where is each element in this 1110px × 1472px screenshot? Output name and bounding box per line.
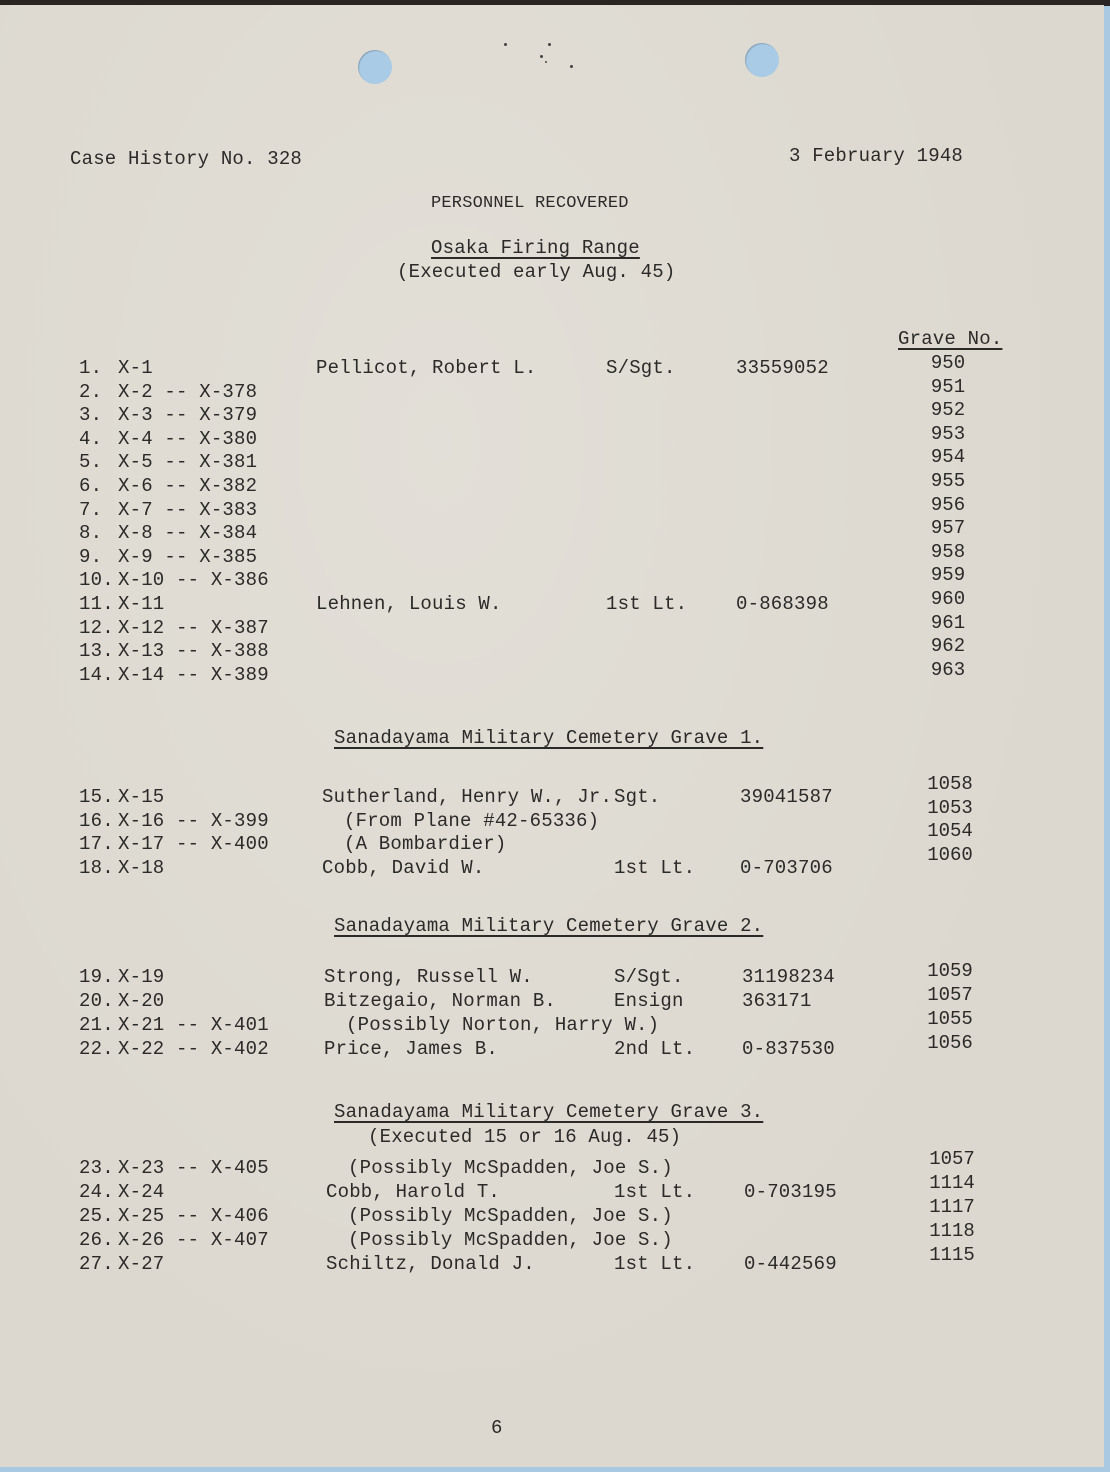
cell-ids: X-11 — [118, 593, 165, 615]
document-date: 3 February 1948 — [789, 145, 964, 167]
cell-name: Sutherland, Henry W., Jr. — [322, 786, 613, 808]
cell-serial: 0-442569 — [744, 1253, 837, 1275]
cell-ids: X-1 — [118, 357, 153, 379]
cell-rank: Ensign — [614, 990, 684, 1012]
cell-name: Pellicot, Robert L. — [316, 357, 537, 379]
cell-grave-number: 962 — [930, 635, 966, 658]
cell-ids: X-24 — [118, 1181, 165, 1203]
cell-grave-number: 952 — [930, 399, 966, 422]
cell-name: Cobb, Harold T. — [326, 1181, 501, 1203]
cell-num: 10. — [79, 569, 114, 592]
cell-grave-number: 1058 — [927, 773, 973, 795]
cell-ids: X-15 — [118, 786, 165, 808]
cell-rank: 1st Lt. — [606, 593, 688, 615]
cell-rank: S/Sgt. — [606, 357, 676, 379]
cell-num: 4. — [79, 427, 103, 450]
document-title: PERSONNEL RECOVERED — [431, 194, 629, 213]
cell-name: Price, James B. — [324, 1038, 499, 1060]
cell-grave-number: 1057 — [927, 984, 973, 1006]
cell-num: 2. — [79, 380, 103, 403]
cell-grave-number: 1055 — [927, 1008, 973, 1030]
cell-rank: 1st Lt. — [614, 856, 696, 879]
cell-ids: X-20 — [118, 990, 165, 1012]
cell-ids: X-5 -- X-381 — [118, 451, 258, 474]
cell-ids: X-12 -- X-387 — [118, 616, 269, 639]
cell-name: Schiltz, Donald J. — [326, 1253, 535, 1275]
punch-hole-left — [358, 50, 392, 84]
cell-ids: X-9 -- X-385 — [118, 545, 258, 568]
cell-serial: 39041587 — [740, 786, 833, 808]
grave-number-header: Grave No. — [898, 328, 1003, 350]
cell-grave-number: 1057 — [929, 1148, 975, 1170]
cell-num: 6. — [79, 475, 103, 497]
cell-grave-number: 960 — [930, 588, 966, 610]
cell-grave-number: 957 — [930, 517, 966, 540]
cell-grave-number: 963 — [930, 658, 966, 681]
cell-grave-number: 1059 — [927, 960, 973, 982]
cell-num: 9. — [79, 545, 103, 568]
cell-ids: X-18 — [118, 856, 165, 879]
cell-grave-number: 955 — [930, 470, 966, 492]
cell-num: 5. — [79, 451, 103, 474]
cell-ids: X-3 -- X-379 — [118, 404, 258, 427]
cell-grave-number: 954 — [930, 446, 966, 469]
cell-ids: X-21 -- X-401 — [118, 1014, 269, 1036]
cell-rank: 1st Lt. — [614, 1181, 696, 1203]
document-page — [0, 5, 1104, 1467]
punch-hole-right — [745, 43, 779, 77]
section-heading: Sanadayama Military Cemetery Grave 3. — [334, 1101, 764, 1123]
cell-name: (A Bombardier) — [344, 833, 507, 855]
cell-name: Bitzegaio, Norman B. — [324, 990, 557, 1012]
cell-ids: X-22 -- X-402 — [118, 1038, 269, 1060]
page-number: 6 — [491, 1417, 503, 1439]
cell-ids: X-7 -- X-383 — [118, 498, 258, 521]
cell-grave-number: 956 — [930, 493, 966, 516]
cell-num: 12. — [79, 616, 114, 639]
cell-serial: 363171 — [742, 990, 812, 1012]
cell-num: 11. — [79, 593, 114, 615]
cell-grave-number: 1114 — [929, 1172, 975, 1194]
cell-grave-number: 1060 — [927, 843, 973, 866]
cell-num: 14. — [79, 663, 114, 686]
cell-name: (Possibly McSpadden, Joe S.) — [348, 1229, 673, 1251]
cell-serial: 33559052 — [736, 357, 829, 379]
cell-rank: Sgt. — [614, 786, 661, 808]
cell-rank: 1st Lt. — [614, 1253, 696, 1275]
cell-num: 24. — [79, 1181, 114, 1203]
cell-num: 8. — [79, 522, 103, 545]
cell-ids: X-23 -- X-405 — [118, 1157, 269, 1179]
cell-num: 15. — [79, 786, 114, 808]
cell-name: (Possibly McSpadden, Joe S.) — [348, 1157, 673, 1179]
cell-grave-number: 1115 — [929, 1244, 975, 1266]
cell-num: 25. — [79, 1205, 114, 1227]
cell-grave-number: 958 — [930, 540, 966, 563]
cell-ids: X-4 -- X-380 — [118, 427, 258, 450]
cell-ids: X-13 -- X-388 — [118, 640, 269, 663]
cell-ids: X-19 — [118, 966, 165, 988]
cell-name: Strong, Russell W. — [324, 966, 533, 988]
section-heading: Sanadayama Military Cemetery Grave 1. — [334, 727, 764, 749]
cell-num: 27. — [79, 1253, 114, 1275]
cell-num: 7. — [79, 498, 103, 521]
cell-ids: X-6 -- X-382 — [118, 475, 258, 497]
cell-num: 1. — [79, 357, 103, 379]
cell-rank: S/Sgt. — [614, 966, 684, 988]
cell-ids: X-8 -- X-384 — [118, 522, 258, 545]
cell-name: (From Plane #42-65336) — [344, 809, 600, 832]
cell-num: 17. — [79, 833, 114, 855]
cell-grave-number: 951 — [930, 375, 966, 398]
cell-serial: 31198234 — [742, 966, 835, 988]
cell-serial: 0-703195 — [744, 1181, 837, 1203]
section-heading: Sanadayama Military Cemetery Grave 2. — [334, 915, 764, 937]
cell-grave-number: 1053 — [927, 796, 973, 819]
cell-num: 21. — [79, 1014, 114, 1036]
cell-grave-number: 1118 — [929, 1220, 975, 1242]
cell-grave-number: 1117 — [929, 1196, 975, 1218]
cell-name: Cobb, David W. — [322, 856, 485, 879]
cell-ids: X-2 -- X-378 — [118, 380, 258, 403]
cell-ids: X-27 — [118, 1253, 165, 1275]
cell-rank: 2nd Lt. — [614, 1038, 696, 1060]
cell-num: 20. — [79, 990, 114, 1012]
cell-ids: X-26 -- X-407 — [118, 1229, 269, 1251]
cell-num: 16. — [79, 809, 114, 832]
cell-ids: X-16 -- X-399 — [118, 809, 269, 832]
cell-grave-number: 1054 — [927, 820, 973, 842]
cell-num: 13. — [79, 640, 114, 663]
cell-num: 22. — [79, 1038, 114, 1060]
cell-num: 26. — [79, 1229, 114, 1251]
cell-num: 3. — [79, 404, 103, 427]
section-subheading: (Executed 15 or 16 Aug. 45) — [368, 1126, 682, 1148]
cell-name: (Possibly Norton, Harry W.) — [346, 1014, 660, 1036]
cell-grave-number: 959 — [930, 564, 966, 587]
cell-name: (Possibly McSpadden, Joe S.) — [348, 1205, 673, 1227]
cell-serial: 0-837530 — [742, 1038, 835, 1060]
cell-num: 19. — [79, 966, 114, 988]
cell-grave-number: 953 — [930, 422, 966, 445]
cell-grave-number: 950 — [930, 352, 966, 374]
cell-name: Lehnen, Louis W. — [316, 593, 502, 615]
cell-serial: 0-703706 — [740, 856, 833, 879]
cell-ids: X-17 -- X-400 — [118, 833, 269, 855]
cell-ids: X-14 -- X-389 — [118, 663, 269, 686]
section-subheading: (Executed early Aug. 45) — [397, 261, 676, 283]
section-heading: Osaka Firing Range — [431, 237, 640, 259]
cell-grave-number: 1056 — [927, 1032, 973, 1054]
cell-num: 18. — [79, 856, 114, 879]
cell-ids: X-10 -- X-386 — [118, 569, 269, 592]
cell-grave-number: 961 — [930, 611, 966, 634]
case-history-number: Case History No. 328 — [70, 148, 303, 170]
cell-serial: 0-868398 — [736, 593, 829, 615]
cell-num: 23. — [79, 1157, 114, 1179]
cell-ids: X-25 -- X-406 — [118, 1205, 269, 1227]
